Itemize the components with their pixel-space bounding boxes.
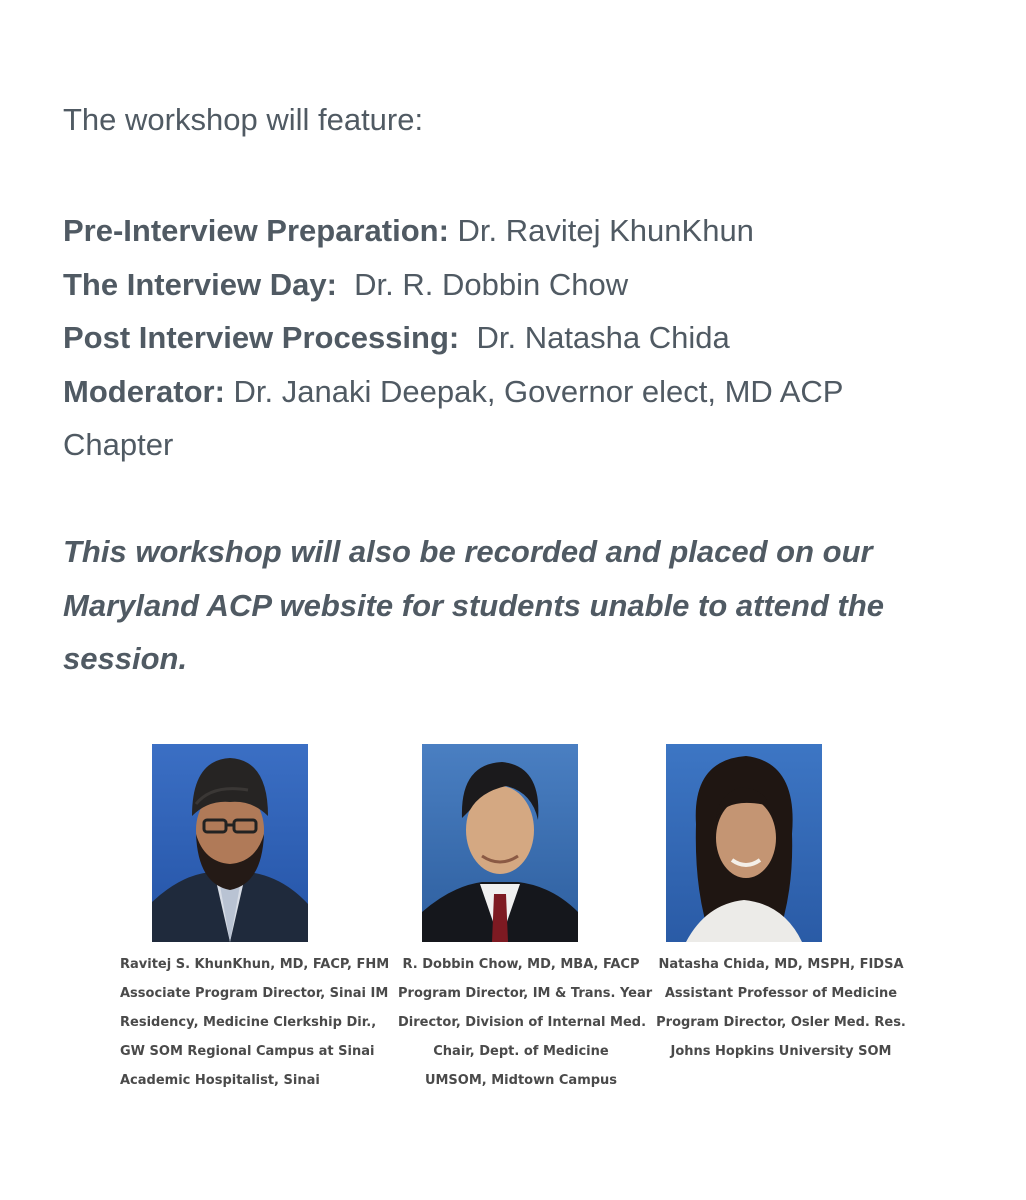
caption-line: Program Director, IM & Trans. Year bbox=[398, 986, 653, 1001]
profile-photo-chida bbox=[666, 744, 822, 942]
portrait-image bbox=[666, 744, 822, 942]
speaker-name: Dr. Janaki Deepak, Governor elect, MD ACP bbox=[233, 373, 844, 409]
speaker-row bbox=[63, 204, 963, 258]
profile-caption-chow bbox=[398, 950, 653, 1095]
speaker-name: Dr. Natasha Chida bbox=[476, 320, 730, 355]
profile-caption-chida bbox=[656, 950, 906, 1066]
caption-line: Residency, Medicine Clerkship Dir., bbox=[120, 1015, 377, 1030]
speaker-role: Pre-Interview Preparation: bbox=[63, 213, 449, 248]
speaker-name: Dr. R. Dobbin Chow bbox=[354, 266, 629, 302]
caption-line: Ravitej S. KhunKhun, MD, FACP, FHM bbox=[120, 957, 390, 972]
caption-line: Assistant Professor of Medicine bbox=[664, 986, 898, 1001]
speaker-row bbox=[63, 365, 963, 419]
speaker-name: Dr. Ravitej KhunKhun bbox=[457, 213, 754, 248]
caption-line: Academic Hospitalist, Sinai bbox=[120, 1073, 320, 1088]
profile-caption-khunkhun bbox=[120, 950, 389, 1095]
speaker-list bbox=[63, 204, 963, 472]
caption-line: R. Dobbin Chow, MD, MBA, FACP bbox=[402, 957, 640, 972]
recording-note: This workshop will also be recorded and placed on our Maryland ACP website for students unable to attend the session. bbox=[63, 534, 885, 676]
speaker-row bbox=[63, 311, 963, 365]
intro-text: The workshop will feature: bbox=[63, 102, 424, 137]
caption-line: Associate Program Director, Sinai IM bbox=[120, 986, 389, 1001]
speaker-role: The Interview Day: bbox=[63, 266, 337, 302]
speaker-row-continued: Chapter bbox=[63, 427, 174, 462]
profile-photo-khunkhun bbox=[152, 744, 308, 942]
caption-line: GW SOM Regional Campus at Sinai bbox=[120, 1044, 375, 1059]
speaker-role: Moderator: bbox=[63, 373, 225, 409]
caption-line: Johns Hopkins University SOM bbox=[670, 1044, 892, 1059]
profile-photo-chow bbox=[422, 744, 578, 942]
portrait-image bbox=[152, 744, 308, 942]
portrait-image bbox=[422, 744, 578, 942]
speaker-row bbox=[63, 258, 963, 312]
caption-line: Natasha Chida, MD, MSPH, FIDSA bbox=[658, 957, 904, 972]
caption-line: Chair, Dept. of Medicine bbox=[433, 1044, 609, 1059]
caption-line: Program Director, Osler Med. Res. bbox=[656, 1015, 906, 1030]
caption-line: UMSOM, Midtown Campus bbox=[424, 1073, 618, 1088]
speaker-role: Post Interview Processing: bbox=[63, 320, 460, 355]
caption-line: Director, Division of Internal Med. bbox=[398, 1015, 647, 1030]
